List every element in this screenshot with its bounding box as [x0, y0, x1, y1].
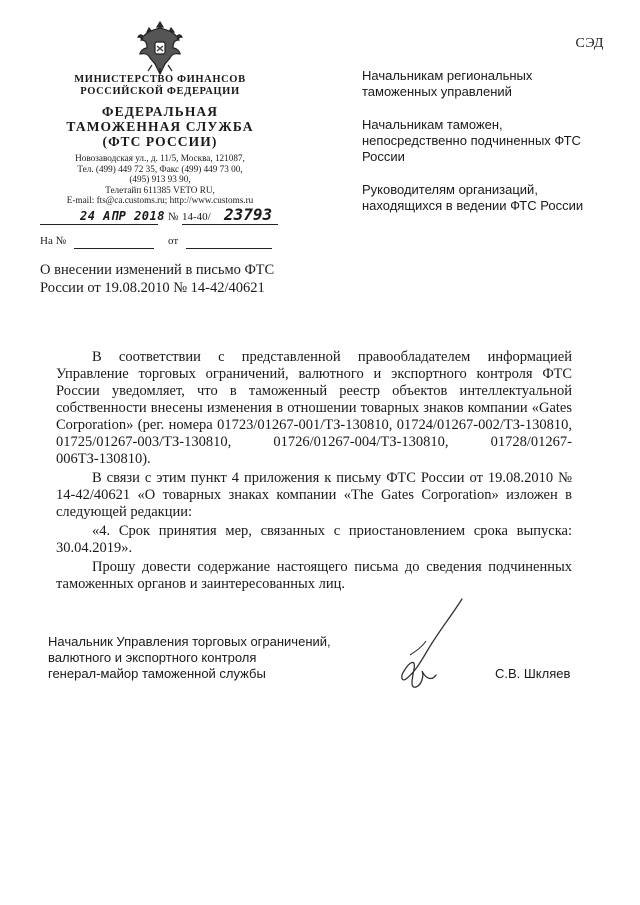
- agency-line: ФЕДЕРАЛЬНАЯ: [101, 104, 219, 119]
- registration-row: [40, 205, 290, 228]
- signatory-title-line: генерал-майор таможенной службы: [48, 666, 266, 681]
- addressee: Начальникам региональных таможенных управлений: [362, 68, 533, 99]
- contact-line: Телетайп 611385 VETO RU,: [105, 184, 215, 195]
- signatory-title-line: валютного и экспортного контроля: [48, 650, 257, 665]
- agency-name: [40, 104, 280, 149]
- contact-line: Тел. (499) 449 72 35, Факс (499) 449 73 00,: [77, 163, 243, 174]
- ministry-line: МИНИСТЕРСТВО ФИНАНСОВ: [74, 74, 246, 85]
- coat-of-arms-emblem: [135, 18, 185, 76]
- contact-line: Новозаводская ул., д. 11/5, Москва, 121087,: [75, 153, 245, 163]
- number-label: №: [168, 211, 179, 223]
- signatory-title-line: Начальник Управления торговых ограничений,: [48, 634, 331, 649]
- from-label: от: [168, 235, 179, 247]
- signatory-title: [48, 634, 368, 682]
- registration-date: 24 АПР 2018: [80, 209, 165, 223]
- reference-label: На №: [40, 235, 67, 247]
- body-paragraph: «4. Срок принятия мер, связанных с приостановлением срока выпуска: 30.04.2019».: [56, 523, 572, 556]
- registration-number: 23793: [224, 205, 273, 224]
- addressee: Руководителям организаций, находящихся в ведении ФТС России: [362, 182, 584, 213]
- agency-line: ТАМОЖЕННАЯ СЛУЖБА: [66, 119, 254, 134]
- from-underline: [186, 248, 272, 249]
- agency-contacts: [40, 153, 280, 206]
- date-underline: [40, 224, 158, 225]
- reference-row: [40, 232, 290, 252]
- body-paragraph: Прошу довести содержание настоящего письма до сведения подчиненных таможенных органов и заинтересованных лиц.: [56, 559, 572, 592]
- body-paragraph: В связи с этим пункт 4 приложения к письму ФТС России от 19.08.2010 № 14-42/40621 «О товарных знаках компании «The Gates Corporation» изложен в следующей редакции:: [56, 470, 572, 520]
- document-mark: СЭД: [575, 36, 604, 51]
- ministry-name: [40, 74, 280, 98]
- letter-body: [56, 349, 572, 595]
- letter-subject: О внесении изменений в письмо ФТС России от 19.08.2010 № 14-42/40621: [40, 262, 275, 296]
- body-paragraph: В соответствии с представленной правообладателем информацией Управление торговых ограничений, валютного и экспортного контроля ФТС России уведомляет, что в таможенный реестр объектов интеллектуальной собственности внесены изменения в отношении товарных знаков компании «Gates Corporation» (рег. номера 01723/01267-001/ТЗ-130810, 01724/01267-002/ТЗ-130810, 01725/01267-003/ТЗ-130810, 01726/01267-004/ТЗ-130810, 01728/01267-006ТЗ-130810).: [56, 349, 572, 467]
- agency-line: (ФТС РОССИИ): [102, 134, 218, 149]
- contact-line: E-mail: fts@ca.customs.ru; http://www.customs.ru: [66, 195, 254, 205]
- number-underline: [182, 224, 278, 225]
- reference-underline: [74, 248, 154, 249]
- handwritten-signature: [392, 595, 472, 705]
- ministry-line: РОССИЙСКОЙ ФЕДЕРАЦИИ: [80, 86, 240, 97]
- number-prefix: 14-40/: [182, 211, 211, 223]
- addressee: Начальникам таможен, непосредственно подчиненных ФТС России: [362, 117, 581, 164]
- contact-line: (495) 913 93 90,: [129, 174, 191, 184]
- signatory-name: С.В. Шкляев: [495, 666, 571, 681]
- addressee-block: [362, 68, 602, 231]
